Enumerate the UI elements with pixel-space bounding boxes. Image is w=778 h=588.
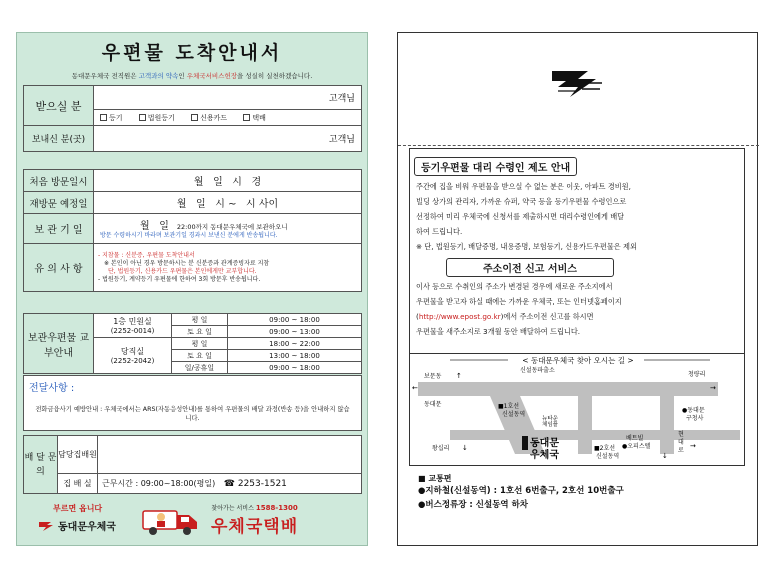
office-hours-table (23, 313, 362, 374)
arrow-down-icon: ↓ (462, 444, 468, 452)
map-label-officetel: ●오피스텔 (622, 443, 651, 450)
customer-suffix: 고객님 (328, 94, 355, 104)
proxy-note: ※ 단, 법원등기, 배달증명, 내용증명, 보험등기, 신용카드우편물은 제외 (416, 242, 637, 251)
message-label: 전달사항 : (29, 383, 75, 394)
footer-service (211, 503, 298, 537)
message-text: 전화금융사기 예방안내 : 우체국에서는 ARS(자동응성안내)를 통하여 우편물의 배달 과정(반송 등)을 안내하지 않습니다. (35, 406, 350, 422)
arrow-right-icon: → (710, 384, 716, 392)
map-title: < 동대문우체국 찾아 오시는 길 > (522, 356, 634, 365)
civil-phone: (2252-0014) (110, 327, 155, 335)
footer-brand: 우체국택배 (211, 517, 299, 537)
map-label-police: 신설동파출소 (520, 367, 555, 374)
side-road (578, 396, 592, 454)
note-3: 단, 법원등기, 신용카드 우편물은 본인에게만 교부합니다. (108, 267, 257, 275)
notes-cell (94, 244, 362, 292)
hours-time: 18:00 ~ 22:00 (228, 338, 362, 350)
night-office (94, 338, 172, 374)
proxy-para (410, 179, 744, 254)
hours-day: 토 요 일 (172, 326, 228, 338)
night-label: 당직실 (120, 347, 145, 356)
delivery-label: 배 달 문 의 (24, 436, 58, 494)
proxy-line: 선정하여 미리 우체국에 신청서를 제출하시면 대리수령인에게 배달 (416, 212, 625, 221)
map-svg (410, 354, 746, 466)
section-heading-wrap (410, 254, 744, 277)
map-label-wangsimni: 왕십리 (432, 445, 450, 452)
keep-label: 보 관 기 일 (24, 214, 94, 244)
address-para (410, 279, 744, 339)
civil-office (94, 314, 172, 338)
post-office-marker-icon (522, 436, 528, 450)
transit-info (418, 473, 748, 512)
hyeondae-road (660, 396, 674, 454)
map-label-sinseol-station2: 신설동역 (596, 453, 620, 460)
arrow-left-icon: ← (412, 384, 418, 392)
map-label-gu-office: 구청사 (686, 415, 704, 422)
checkbox-parcel[interactable] (243, 114, 250, 121)
delivery-table (23, 435, 362, 494)
keep-cell (94, 214, 362, 244)
carrier-label: 담당집배원 (58, 436, 98, 474)
notes-label: 유 의 사 항 (24, 244, 94, 292)
civil-label: 1층 민원실 (113, 317, 152, 326)
subtitle-charter: 우체국서비스헌장 (186, 72, 237, 80)
footer-slogan: 부르면 옵니다 (53, 504, 103, 513)
map-label-newtown: 뉴타운 (542, 416, 558, 422)
hours-time: 13:00 ~ 18:00 (228, 350, 362, 362)
checkbox-credit-card[interactable] (191, 114, 198, 121)
directions-map (409, 354, 745, 466)
footer-left (37, 503, 116, 533)
map-label-hyeon: 현 (678, 431, 684, 438)
map-label-cheongnyang: 청량리 (688, 371, 706, 378)
footer-service-line (211, 503, 298, 512)
visit-table (23, 169, 362, 292)
footer (23, 501, 362, 541)
subtitle-promise: 고객과의 약속 (138, 72, 179, 80)
lower-road (450, 430, 740, 440)
sender-suffix: 고객님 (328, 135, 355, 145)
map-label-dongdaemun: 동대문 (424, 401, 442, 408)
hours-day: 평 일 (172, 314, 228, 326)
service-label: 찾아가는 서비스 (211, 505, 254, 512)
map-label-gu: ●동대문 (682, 407, 705, 414)
subtitle-part: 인 (178, 72, 187, 80)
cut-line (398, 145, 759, 146)
recipient-field[interactable] (94, 86, 362, 110)
hours-day: 일/공휴일 (172, 362, 228, 374)
delivery-truck-icon (141, 503, 203, 537)
address-line-rest: )에서 주소이전 신고를 하시면 (500, 312, 594, 321)
hours-day: 평 일 (172, 338, 228, 350)
sender-label: 보내신 분(곳) (24, 126, 94, 152)
address-line: 우편물을 받고자 하실 때에는 가까운 우체국, 또는 인터넷홈페이지 (416, 297, 622, 306)
map-label-newtown2: 체임플 (542, 422, 558, 428)
checkbox-label: 신용카드 (200, 113, 228, 122)
arrow-up-icon: ↑ (456, 372, 462, 380)
sender-field[interactable] (94, 126, 362, 152)
post-logo-icon (37, 520, 55, 532)
message-box (23, 375, 362, 431)
mail-type-checkboxes (94, 110, 362, 126)
checkbox-label: 등기 (109, 113, 123, 122)
transit-bus: ●버스정류장 : 신설동역 하차 (418, 500, 529, 510)
arrow-right-icon: → (690, 442, 696, 450)
delivery-notice-card (16, 32, 368, 546)
hours-day: 토 요 일 (172, 350, 228, 362)
address-line: 이사 등으로 수취인의 주소가 변경된 경우에 새로운 주소지에서 (416, 282, 613, 291)
service-phone: 1588-1300 (255, 504, 298, 512)
epost-link[interactable]: http://www.epost.go.kr (418, 312, 501, 321)
keep-date: 월 일 (140, 221, 169, 232)
map-label-bomun: 보문동 (424, 373, 442, 380)
hours-time: 09:00 ~ 18:00 (228, 314, 362, 326)
section-heading-wrap (410, 149, 744, 176)
post-logo-icon (548, 61, 606, 105)
keep-note: 22:00까지 동대문우체국에 보관하오니 (176, 223, 288, 231)
carrier-field[interactable] (98, 436, 362, 474)
recipient-label: 받으실 분 (24, 86, 94, 126)
center-phone: ☎ 2253-1521 (223, 479, 287, 489)
notice-title: 우편물 도착안내서 (101, 41, 283, 64)
subtitle-part: 동대문우체국 전직원은 (71, 72, 139, 80)
map-label-post-office: 동대문 (530, 438, 559, 449)
proxy-line: 하여 드립니다. (416, 227, 463, 236)
checkbox-court[interactable] (139, 114, 146, 121)
checkbox-label: 법원등기 (147, 113, 175, 122)
map-label-post-office2: 우체국 (530, 450, 559, 461)
arrow-down-icon: ↓ (662, 452, 668, 460)
notice-subtitle (17, 69, 367, 83)
hours-time: 09:00 ~ 18:00 (228, 362, 362, 374)
footer-office-label: 동대문우체국 (58, 522, 116, 533)
map-label-dae: 대 (678, 439, 684, 446)
footer-office (37, 518, 116, 533)
checkbox-registered[interactable] (100, 114, 107, 121)
keep-warning: 방문 수령하시기 바라며 보관기일 경과시 보낸신 분에게 반송됩니다. (100, 232, 278, 239)
recipient-table (23, 85, 362, 152)
office-label: 보관우편물 교부안내 (24, 314, 94, 374)
center-label: 집 배 실 (58, 474, 98, 494)
revisit-label: 재방문 예정일 (24, 192, 94, 214)
first-visit-value: 월 일 시 경 (94, 170, 362, 192)
transit-subway: ●지하철(신설동역) : 1호선 6번출구, 2호선 10번출구 (418, 486, 624, 496)
address-line (416, 309, 738, 324)
address-heading: 주소이전 신고 서비스 (446, 258, 614, 277)
transit-title: ■ 교통편 (418, 474, 452, 483)
main-road (418, 382, 718, 396)
first-visit-label: 처음 방문일시 (24, 170, 94, 192)
paren: ( (416, 312, 419, 321)
note-1: - 지참물 : 신분증, 우편물 도착안내서 (98, 251, 195, 259)
map-label-line2: ■2호선 (594, 445, 616, 452)
map-label-line1: ■1호선 (498, 403, 520, 410)
note-4: - 법원등기, 계약등기 우편물에 한하여 3회 방문후 반송됩니다. (98, 275, 261, 283)
night-phone: (2252-2042) (110, 357, 155, 365)
proxy-line: 빌딩 상가의 관리자, 가까운 슈퍼, 약국 등을 등기우편물 수령인으로 (416, 197, 627, 206)
revisit-value: 월 일 시 ~ 시 사이 (94, 192, 362, 214)
checkbox-label: 택배 (252, 113, 266, 122)
center-hours: 근무시간 : 09:00~18:00(평일) (102, 479, 216, 488)
map-label-ro: 로 (678, 447, 684, 454)
info-box (409, 148, 745, 354)
center-info (98, 474, 362, 494)
address-line: 우편물을 새주소지로 3개월 동안 배달하여 드립니다. (416, 327, 581, 336)
subtitle-part: 을 성실히 실천하겠습니다. (237, 72, 313, 80)
note-2: ※ 본인이 아닌 경우 방문하시는 분 신분증과 관계증빙자료 지참 (104, 259, 270, 267)
map-label-betel: 베트빌 (626, 435, 644, 442)
hours-time: 09:00 ~ 13:00 (228, 326, 362, 338)
proxy-line: 주간에 집을 비워 우편물을 받으실 수 없는 분은 이웃, 아파트 경비원, (416, 182, 631, 191)
map-label-sinseol-station: 신설동역 (502, 411, 526, 418)
proxy-heading: 등기우편물 대리 수령인 제도 안내 (414, 157, 577, 176)
info-card (397, 32, 758, 546)
